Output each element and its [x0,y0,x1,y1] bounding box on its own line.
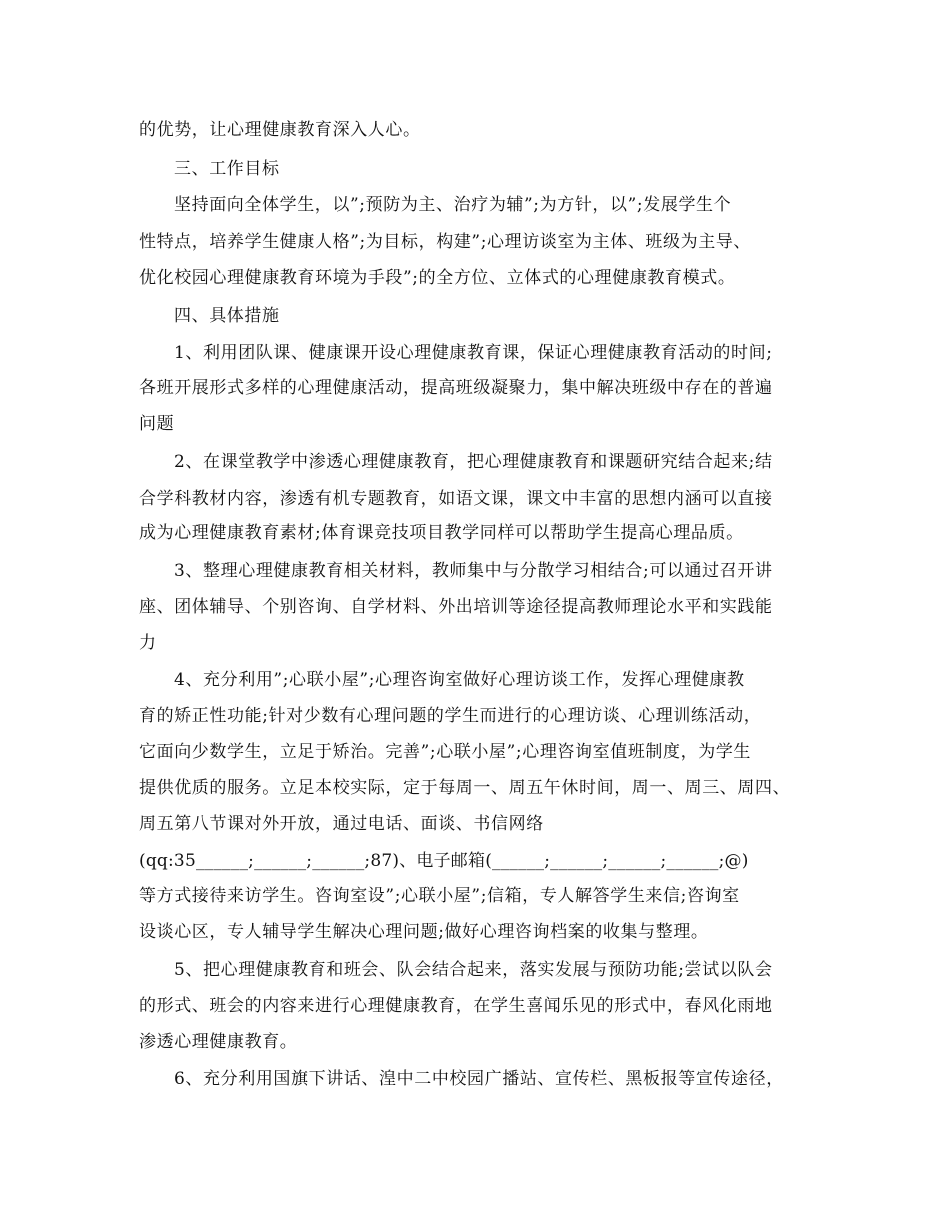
paragraph-line: 性特点，培养学生健康人格”;为目标，构建”;心理访谈室为主体、班级为主导、 [139,232,752,252]
paragraph-line: 它面向少数学生，立足于矫治。完善”;心联小屋”;心理咨询室值班制度，为学生 [139,742,752,762]
paragraph-line: 育的矫正性功能;针对少数有心理问题的学生而进行的心理访谈、心理训练活动， [139,706,762,726]
paragraph-line: 提供优质的服务。立足本校实际，定于每周一、周五午休时间，周一、周三、周四、 [139,778,791,798]
paragraph-line: 座、团体辅导、个别咨询、自学材料、外出培训等途径提高教师理论水平和实践能 [139,597,773,617]
section-heading: 四、具体措施 [174,306,280,326]
paragraph-line: 等方式接待来访学生。咨询室设”;心联小屋”;信箱，专人解答学生来信;咨询室 [139,886,740,906]
paragraph-line: 的优势，让心理健康教育深入人心。 [139,120,421,140]
paragraph-line: 1、利用团队课、健康课开设心理健康教育课，保证心理健康教育活动的时间; [174,343,773,363]
paragraph-line: 3、整理心理健康教育相关材料，教师集中与分散学习相结合;可以通过召开讲 [174,561,773,581]
paragraph-line: 各班开展形式多样的心理健康活动，提高班级凝聚力，集中解决班级中存在的普遍 [139,378,773,398]
paragraph-line: 合学科教材内容，渗透有机专题教育，如语文课，课文中丰富的思想内涵可以直接 [139,489,773,509]
paragraph-line: 渗透心理健康教育。 [139,1032,298,1052]
paragraph-line: 坚持面向全体学生，以”;预防为主、治疗为辅”;为方针，以”;发展学生个 [174,195,732,215]
paragraph-line: 设谈心区，专人辅导学生解决心理问题;做好心理咨询档案的收集与整理。 [139,922,709,942]
paragraph-line: 问题 [139,414,175,434]
paragraph-line: (qq:35______;______;______;87)、电子邮箱(______;______;______;______;@) [139,851,749,871]
paragraph-line: 优化校园心理健康教育环境为手段”;的全方位、立体式的心理健康教育模式。 [139,268,736,288]
paragraph-line: 周五第八节课对外开放，通过电话、面谈、书信网络 [139,814,544,834]
paragraph-line: 6、充分利用国旗下讲话、湟中二中校园广播站、宣传栏、黑板报等宣传途径， [174,1069,784,1089]
section-heading: 三、工作目标 [174,159,280,179]
paragraph-line: 5、把心理健康教育和班会、队会结合起来，落实发展与预防功能;尝试以队会 [174,960,773,980]
paragraph-line: 4、充分利用”;心联小屋”;心理咨询室做好心理访谈工作，发挥心理健康教 [174,670,745,690]
paragraph-line: 力 [139,633,157,653]
paragraph-line: 成为心理健康教育素材;体育课竞技项目教学同样可以帮助学生提高心理品质。 [139,523,744,543]
paragraph-line: 2、在课堂教学中渗透心理健康教育，把心理健康教育和课题研究结合起来;结 [174,452,773,472]
paragraph-line: 的形式、班会的内容来进行心理健康教育，在学生喜闻乐见的形式中，春风化雨地 [139,996,773,1016]
